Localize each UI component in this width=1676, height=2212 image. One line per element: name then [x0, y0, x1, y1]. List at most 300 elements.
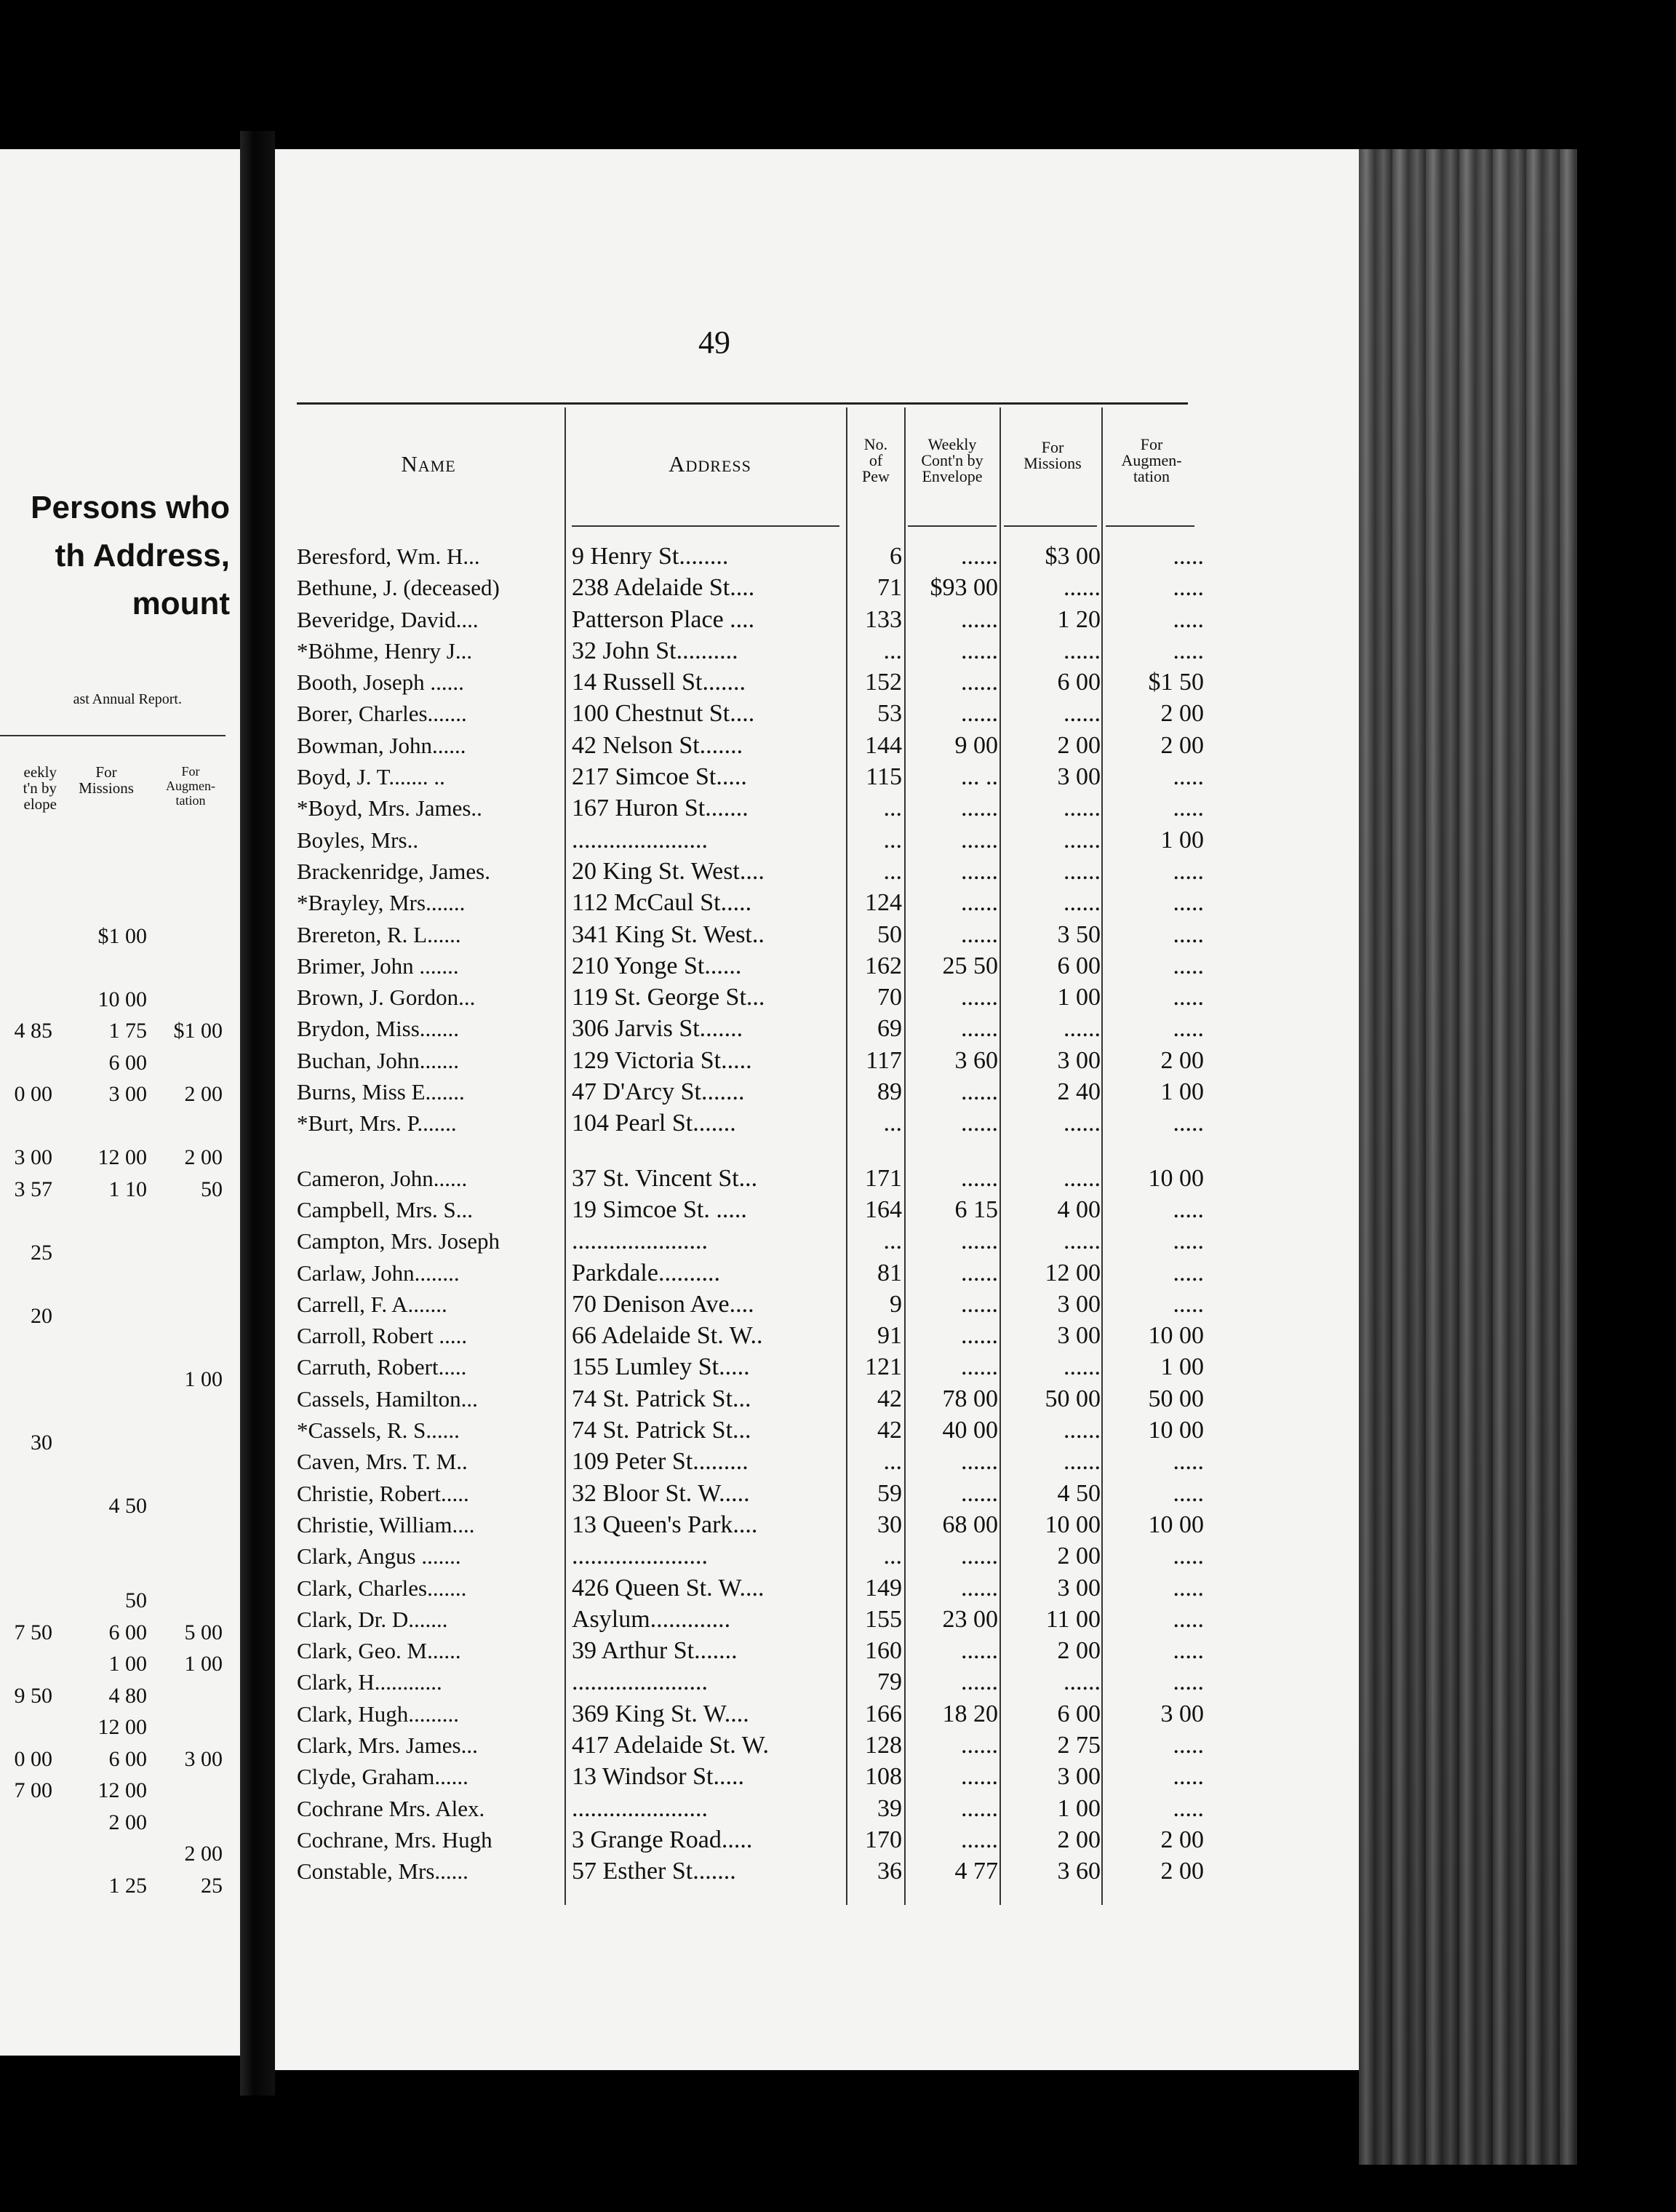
missions-amount: ...... — [1064, 1668, 1101, 1696]
member-name: Brimer, John ....... — [297, 952, 459, 979]
augmentation-amount: ..... — [1173, 543, 1204, 570]
pew-number: 149 — [865, 1574, 902, 1602]
member-name: Campbell, Mrs. S... — [297, 1196, 473, 1222]
missions-amount: 3 60 — [1057, 1858, 1101, 1885]
member-name: Carroll, Robert ..... — [297, 1323, 468, 1349]
table-row — [0, 1107, 1676, 1139]
left-cell: 0 00 — [14, 1746, 52, 1771]
weekly-contribution: ...... — [961, 857, 998, 885]
member-name: Christie, William.... — [297, 1511, 475, 1537]
member-address: ...................... — [572, 1228, 708, 1255]
pew-number: 170 — [865, 1826, 902, 1853]
table-row — [0, 1289, 1676, 1320]
augmentation-amount: ..... — [1173, 1637, 1204, 1665]
left-heading-line: Persons who — [31, 490, 230, 525]
weekly-contribution: ...... — [961, 1448, 998, 1476]
header-name: Name — [401, 451, 456, 477]
augmentation-amount: ..... — [1173, 1290, 1204, 1318]
member-name: Cameron, John...... — [297, 1165, 468, 1191]
pew-number: 162 — [865, 952, 902, 979]
missions-amount: 2 00 — [1057, 1543, 1101, 1570]
left-cell: 4 80 — [108, 1683, 147, 1708]
member-name: Booth, Joseph ...... — [297, 669, 464, 696]
member-name: Carrell, F. A....... — [297, 1291, 447, 1317]
table-row — [0, 667, 1676, 698]
pew-number: 164 — [865, 1195, 902, 1223]
missions-amount: 1 00 — [1057, 984, 1101, 1011]
weekly-contribution: ...... — [961, 1637, 998, 1665]
augmentation-amount: ..... — [1173, 1574, 1204, 1602]
weekly-contribution: ...... — [961, 826, 998, 854]
member-address: 369 King St. W.... — [572, 1700, 749, 1727]
pew-number: 121 — [865, 1353, 902, 1381]
member-name: Boyles, Mrs.. — [297, 827, 419, 853]
member-address: 9 Henry St........ — [572, 543, 729, 570]
table-row — [0, 950, 1676, 982]
left-cell: 3 00 — [184, 1746, 223, 1771]
missions-amount: ...... — [1064, 1353, 1101, 1381]
member-address: 19 Simcoe St. ..... — [572, 1195, 747, 1223]
pew-number: 69 — [877, 1015, 902, 1043]
weekly-contribution: ...... — [961, 1353, 998, 1381]
member-address: 20 King St. West.... — [572, 857, 765, 885]
pew-number: 79 — [877, 1668, 902, 1696]
pew-number: 128 — [865, 1731, 902, 1759]
table-row — [0, 1698, 1676, 1730]
weekly-contribution: ...... — [961, 543, 998, 570]
weekly-contribution: ... .. — [961, 763, 998, 791]
pew-number: 115 — [866, 763, 902, 791]
table-row — [0, 1163, 1676, 1194]
pew-number: 89 — [877, 1078, 902, 1106]
table-row — [0, 1604, 1676, 1635]
member-address: 104 Pearl St....... — [572, 1110, 736, 1137]
weekly-contribution: ...... — [961, 984, 998, 1011]
augmentation-amount: 1 00 — [1160, 1078, 1204, 1106]
left-header-missions: For Missions — [79, 763, 134, 797]
missions-amount: ...... — [1064, 637, 1101, 664]
missions-amount: ...... — [1064, 857, 1101, 885]
missions-amount: 3 50 — [1057, 920, 1101, 948]
augmentation-amount: 2 00 — [1160, 1046, 1204, 1074]
augmentation-amount: 10 00 — [1148, 1511, 1204, 1538]
table-row — [0, 824, 1676, 856]
member-address: ...................... — [572, 1794, 708, 1822]
table-row — [0, 1666, 1676, 1698]
member-name: Clyde, Graham...... — [297, 1764, 468, 1790]
missions-amount: 50 00 — [1045, 1385, 1101, 1412]
left-cell: 7 50 — [14, 1620, 52, 1644]
pew-number: ... — [883, 1448, 902, 1476]
missions-amount: 3 00 — [1057, 1763, 1101, 1791]
left-cell: 12 00 — [97, 1145, 147, 1169]
member-address: 100 Chestnut St.... — [572, 700, 755, 728]
weekly-contribution: ...... — [961, 920, 998, 948]
augmentation-amount: ..... — [1173, 857, 1204, 885]
missions-amount: 2 00 — [1057, 731, 1101, 759]
table-row — [0, 887, 1676, 918]
missions-amount: 2 40 — [1057, 1078, 1101, 1106]
weekly-contribution: ...... — [961, 1574, 998, 1602]
weekly-contribution: ...... — [961, 1763, 998, 1791]
table-row — [0, 856, 1676, 887]
weekly-contribution: ...... — [961, 700, 998, 728]
member-name: *Boyd, Mrs. James.. — [297, 795, 482, 821]
table-row — [0, 1257, 1676, 1289]
table-row — [0, 1415, 1676, 1446]
member-name: Beveridge, David.... — [297, 606, 479, 632]
member-address: 74 St. Patrick St... — [572, 1385, 751, 1412]
table-row — [0, 1540, 1676, 1572]
member-address: 14 Russell St....... — [572, 669, 746, 696]
missions-amount: 12 00 — [1045, 1259, 1101, 1286]
augmentation-amount: ..... — [1173, 1763, 1204, 1791]
augmentation-amount: $1 50 — [1148, 669, 1204, 696]
augmentation-amount: ..... — [1173, 1479, 1204, 1507]
table-row — [0, 1478, 1676, 1509]
missions-amount: 6 00 — [1057, 1700, 1101, 1727]
pew-number: ... — [883, 1543, 902, 1570]
left-cell: 20 — [31, 1303, 52, 1328]
augmentation-amount: ..... — [1173, 574, 1204, 602]
left-cell: 6 00 — [108, 1746, 147, 1771]
augmentation-amount: ..... — [1173, 1605, 1204, 1633]
left-heading-line: mount — [132, 586, 230, 621]
augmentation-amount: ..... — [1173, 1259, 1204, 1286]
member-address: 341 King St. West.. — [572, 920, 765, 948]
augmentation-amount: ..... — [1173, 984, 1204, 1011]
pew-number: 71 — [877, 574, 902, 602]
missions-amount: ...... — [1064, 889, 1101, 917]
member-address: 417 Adelaide St. W. — [572, 1731, 770, 1759]
member-address: ...................... — [572, 1668, 708, 1696]
table-row — [0, 1635, 1676, 1666]
missions-amount: 2 75 — [1057, 1731, 1101, 1759]
member-name: Brereton, R. L...... — [297, 921, 461, 947]
left-cell: 4 85 — [14, 1019, 52, 1043]
weekly-contribution: ...... — [961, 1228, 998, 1255]
member-address: Parkdale.......... — [572, 1259, 720, 1286]
left-cell: 5 00 — [184, 1620, 223, 1644]
table-row — [0, 1383, 1676, 1415]
missions-amount: ...... — [1064, 795, 1101, 822]
pew-number: 152 — [865, 669, 902, 696]
member-address: 426 Queen St. W.... — [572, 1574, 765, 1602]
weekly-contribution: ...... — [961, 1826, 998, 1853]
pew-number: 91 — [877, 1322, 902, 1350]
left-cell: 7 00 — [14, 1778, 52, 1802]
left-cell: $1 00 — [97, 923, 147, 948]
pew-number: 50 — [877, 920, 902, 948]
weekly-contribution: ...... — [961, 637, 998, 664]
left-cell: $1 00 — [173, 1019, 223, 1043]
table-row — [0, 698, 1676, 729]
member-address: 109 Peter St......... — [572, 1448, 749, 1476]
missions-amount: 1 00 — [1057, 1794, 1101, 1822]
left-cell: 10 00 — [97, 987, 147, 1011]
weekly-contribution: ...... — [961, 1668, 998, 1696]
augmentation-amount: ..... — [1173, 1448, 1204, 1476]
table-row — [0, 1793, 1676, 1824]
top-rule — [297, 402, 1188, 405]
table-row — [0, 919, 1676, 950]
left-cell: 1 00 — [108, 1652, 147, 1676]
pew-number: 70 — [877, 984, 902, 1011]
pew-number: 81 — [877, 1259, 902, 1286]
member-name: Clark, Hugh......... — [297, 1700, 460, 1727]
augmentation-amount: 2 00 — [1160, 1858, 1204, 1885]
missions-amount: ...... — [1064, 1164, 1101, 1192]
table-row — [0, 1351, 1676, 1382]
table-row — [0, 982, 1676, 1013]
member-name: Burns, Miss E....... — [297, 1079, 465, 1105]
left-cell: 2 00 — [184, 1145, 223, 1169]
member-name: Carlaw, John........ — [297, 1260, 460, 1286]
left-cell: 3 00 — [108, 1082, 147, 1106]
missions-amount: 6 00 — [1057, 669, 1101, 696]
pew-number: 36 — [877, 1858, 902, 1885]
member-address: 37 St. Vincent St... — [572, 1164, 758, 1192]
page-number: 49 — [698, 325, 730, 360]
table-row — [0, 1320, 1676, 1351]
member-address: 13 Queen's Park.... — [572, 1511, 758, 1538]
table-row — [0, 1446, 1676, 1477]
member-address: 129 Victoria St..... — [572, 1046, 752, 1074]
weekly-contribution: 25 50 — [942, 952, 998, 979]
missions-amount: 6 00 — [1057, 952, 1101, 979]
table-row — [0, 1824, 1676, 1855]
member-name: Brackenridge, James. — [297, 858, 490, 884]
augmentation-amount: ..... — [1173, 952, 1204, 979]
left-cell: 0 00 — [14, 1082, 52, 1106]
member-address: 13 Windsor St..... — [572, 1763, 744, 1791]
augmentation-amount: ..... — [1173, 920, 1204, 948]
missions-amount: 3 00 — [1057, 1046, 1101, 1074]
table-row — [0, 730, 1676, 761]
header-address: Address — [669, 451, 751, 477]
left-cell: 25 — [201, 1873, 223, 1898]
missions-amount: ...... — [1064, 700, 1101, 728]
member-name: Clark, Dr. D....... — [297, 1606, 448, 1632]
weekly-contribution: ...... — [961, 1164, 998, 1192]
member-name: Cassels, Hamilton... — [297, 1385, 478, 1412]
table-row — [0, 792, 1676, 824]
pew-number: 117 — [866, 1046, 902, 1074]
missions-amount: 3 00 — [1057, 763, 1101, 791]
member-name: Bowman, John...... — [297, 732, 466, 758]
header-underline — [1106, 525, 1194, 527]
pew-number: ... — [883, 1228, 902, 1255]
member-name: Clark, Angus ....... — [297, 1543, 461, 1570]
member-address: 155 Lumley St..... — [572, 1353, 750, 1381]
augmentation-amount: 1 00 — [1160, 1353, 1204, 1381]
weekly-contribution: ...... — [961, 669, 998, 696]
left-report-line: ast Annual Report. — [73, 691, 182, 707]
pew-number: ... — [883, 637, 902, 664]
member-name: Boyd, J. T....... .. — [297, 764, 445, 790]
weekly-contribution: ...... — [961, 1110, 998, 1137]
augmentation-amount: 2 00 — [1160, 731, 1204, 759]
member-address: 32 John St.......... — [572, 637, 738, 664]
weekly-contribution: 40 00 — [942, 1417, 998, 1444]
left-cell: 1 00 — [184, 1652, 223, 1676]
table-row — [0, 604, 1676, 635]
augmentation-amount: 10 00 — [1148, 1164, 1204, 1192]
table-row — [0, 1045, 1676, 1076]
weekly-contribution: ...... — [961, 1794, 998, 1822]
member-address: 238 Adelaide St.... — [572, 574, 755, 602]
left-cell: 1 00 — [184, 1366, 223, 1391]
member-name: Christie, Robert..... — [297, 1480, 469, 1506]
pew-number: 42 — [877, 1385, 902, 1412]
pew-number: 124 — [865, 889, 902, 917]
missions-amount: ...... — [1064, 1417, 1101, 1444]
weekly-contribution: ...... — [961, 1290, 998, 1318]
missions-amount: ...... — [1064, 1015, 1101, 1043]
weekly-contribution: 3 60 — [954, 1046, 998, 1074]
left-cell: 1 10 — [108, 1177, 147, 1201]
member-address: 32 Bloor St. W..... — [572, 1479, 750, 1507]
pew-number: ... — [883, 857, 902, 885]
missions-amount: ...... — [1064, 1228, 1101, 1255]
member-name: Cochrane Mrs. Alex. — [297, 1795, 485, 1821]
augmentation-amount: ..... — [1173, 889, 1204, 917]
member-name: Brown, J. Gordon... — [297, 984, 476, 1011]
table-row — [0, 1013, 1676, 1044]
pew-number: ... — [883, 1110, 902, 1137]
left-cell: 12 00 — [97, 1715, 147, 1739]
augmentation-amount: ..... — [1173, 1668, 1204, 1696]
missions-amount: ...... — [1064, 1448, 1101, 1476]
member-address: 306 Jarvis St....... — [572, 1015, 743, 1043]
member-address: 47 D'Arcy St....... — [572, 1078, 745, 1106]
weekly-contribution: ...... — [961, 1078, 998, 1106]
member-name: Constable, Mrs...... — [297, 1858, 468, 1885]
missions-amount: 11 00 — [1045, 1605, 1101, 1633]
header-augmentation: For Augmen- tation — [1121, 435, 1182, 485]
pew-number: 9 — [890, 1290, 902, 1318]
members-table — [0, 541, 1676, 1887]
weekly-contribution: ...... — [961, 1479, 998, 1507]
member-name: Clark, Mrs. James... — [297, 1732, 478, 1758]
member-address: 57 Esther St....... — [572, 1858, 736, 1885]
augmentation-amount: 2 00 — [1160, 700, 1204, 728]
member-address: 119 St. George St... — [572, 984, 765, 1011]
missions-amount: ...... — [1064, 1110, 1101, 1137]
left-cell: 12 00 — [97, 1778, 147, 1802]
weekly-contribution: ...... — [961, 605, 998, 633]
weekly-contribution: ...... — [961, 795, 998, 822]
table-row — [0, 541, 1676, 572]
member-address: 112 McCaul St..... — [572, 889, 752, 917]
left-cell: 30 — [31, 1430, 52, 1455]
member-name: Buchan, John....... — [297, 1047, 460, 1073]
pew-number: 42 — [877, 1417, 902, 1444]
augmentation-amount: ..... — [1173, 1195, 1204, 1223]
pew-number: 59 — [877, 1479, 902, 1507]
pew-number: 133 — [865, 605, 902, 633]
missions-amount: $3 00 — [1045, 543, 1101, 570]
table-row — [0, 1855, 1676, 1887]
augmentation-amount: ..... — [1173, 763, 1204, 791]
augmentation-amount: ..... — [1173, 795, 1204, 822]
header-underline — [572, 525, 839, 527]
member-name: Clark, H............ — [297, 1669, 442, 1695]
left-cell: 6 00 — [108, 1050, 147, 1075]
table-row — [0, 1225, 1676, 1257]
left-cell: 1 75 — [108, 1019, 147, 1043]
weekly-contribution: $93 00 — [930, 574, 998, 602]
member-address: 74 St. Patrick St... — [572, 1417, 751, 1444]
member-name: Carruth, Robert..... — [297, 1354, 467, 1380]
weekly-contribution: ...... — [961, 1015, 998, 1043]
left-cell: 9 50 — [14, 1683, 52, 1708]
weekly-contribution: 78 00 — [942, 1385, 998, 1412]
member-address: 210 Yonge St...... — [572, 952, 742, 979]
left-cell: 50 — [201, 1177, 223, 1201]
missions-amount: 3 00 — [1057, 1574, 1101, 1602]
left-cell: 2 00 — [108, 1810, 147, 1834]
table-row — [0, 635, 1676, 667]
missions-amount: 10 00 — [1045, 1511, 1101, 1538]
augmentation-amount: 3 00 — [1160, 1700, 1204, 1727]
weekly-contribution: ...... — [961, 889, 998, 917]
left-cell: 6 00 — [108, 1620, 147, 1644]
left-header-weekly: eekly t'n by elope — [23, 763, 57, 813]
augmentation-amount: 2 00 — [1160, 1826, 1204, 1853]
table-row — [0, 1572, 1676, 1604]
left-cell: 3 57 — [14, 1177, 52, 1201]
table-row — [0, 761, 1676, 792]
pew-number: 30 — [877, 1511, 902, 1538]
augmentation-amount: 10 00 — [1148, 1322, 1204, 1350]
member-address: 167 Huron St....... — [572, 795, 749, 822]
member-address: ...................... — [572, 1543, 708, 1570]
member-address: 39 Arthur St....... — [572, 1637, 738, 1665]
weekly-contribution: 4 77 — [954, 1858, 998, 1885]
pew-number: 108 — [865, 1763, 902, 1791]
table-row — [0, 572, 1676, 603]
left-cell: 25 — [31, 1240, 52, 1265]
member-address: Patterson Place .... — [572, 605, 755, 633]
missions-amount: ...... — [1064, 826, 1101, 854]
weekly-contribution: ...... — [961, 1731, 998, 1759]
member-address: Asylum............. — [572, 1605, 731, 1633]
weekly-contribution: 23 00 — [942, 1605, 998, 1633]
augmentation-amount: 50 00 — [1148, 1385, 1204, 1412]
member-name: Cochrane, Mrs. Hugh — [297, 1826, 492, 1853]
header-pew: No. of Pew — [862, 435, 890, 485]
table-row — [0, 1730, 1676, 1761]
header-underline — [1004, 525, 1097, 527]
member-name: Clark, Charles....... — [297, 1575, 467, 1601]
pew-number: 171 — [865, 1164, 902, 1192]
augmentation-amount: 10 00 — [1148, 1417, 1204, 1444]
table-row — [0, 1076, 1676, 1107]
table-row — [0, 1194, 1676, 1225]
missions-amount: 2 00 — [1057, 1826, 1101, 1853]
member-name: *Böhme, Henry J... — [297, 637, 473, 664]
member-name: *Brayley, Mrs....... — [297, 890, 466, 916]
pew-number: 155 — [865, 1605, 902, 1633]
pew-number: ... — [883, 826, 902, 854]
missions-amount: 3 00 — [1057, 1322, 1101, 1350]
weekly-contribution: 6 15 — [954, 1195, 998, 1223]
pew-number: 166 — [865, 1700, 902, 1727]
augmentation-amount: ..... — [1173, 1543, 1204, 1570]
augmentation-amount: ..... — [1173, 1110, 1204, 1137]
weekly-contribution: 68 00 — [942, 1511, 998, 1538]
